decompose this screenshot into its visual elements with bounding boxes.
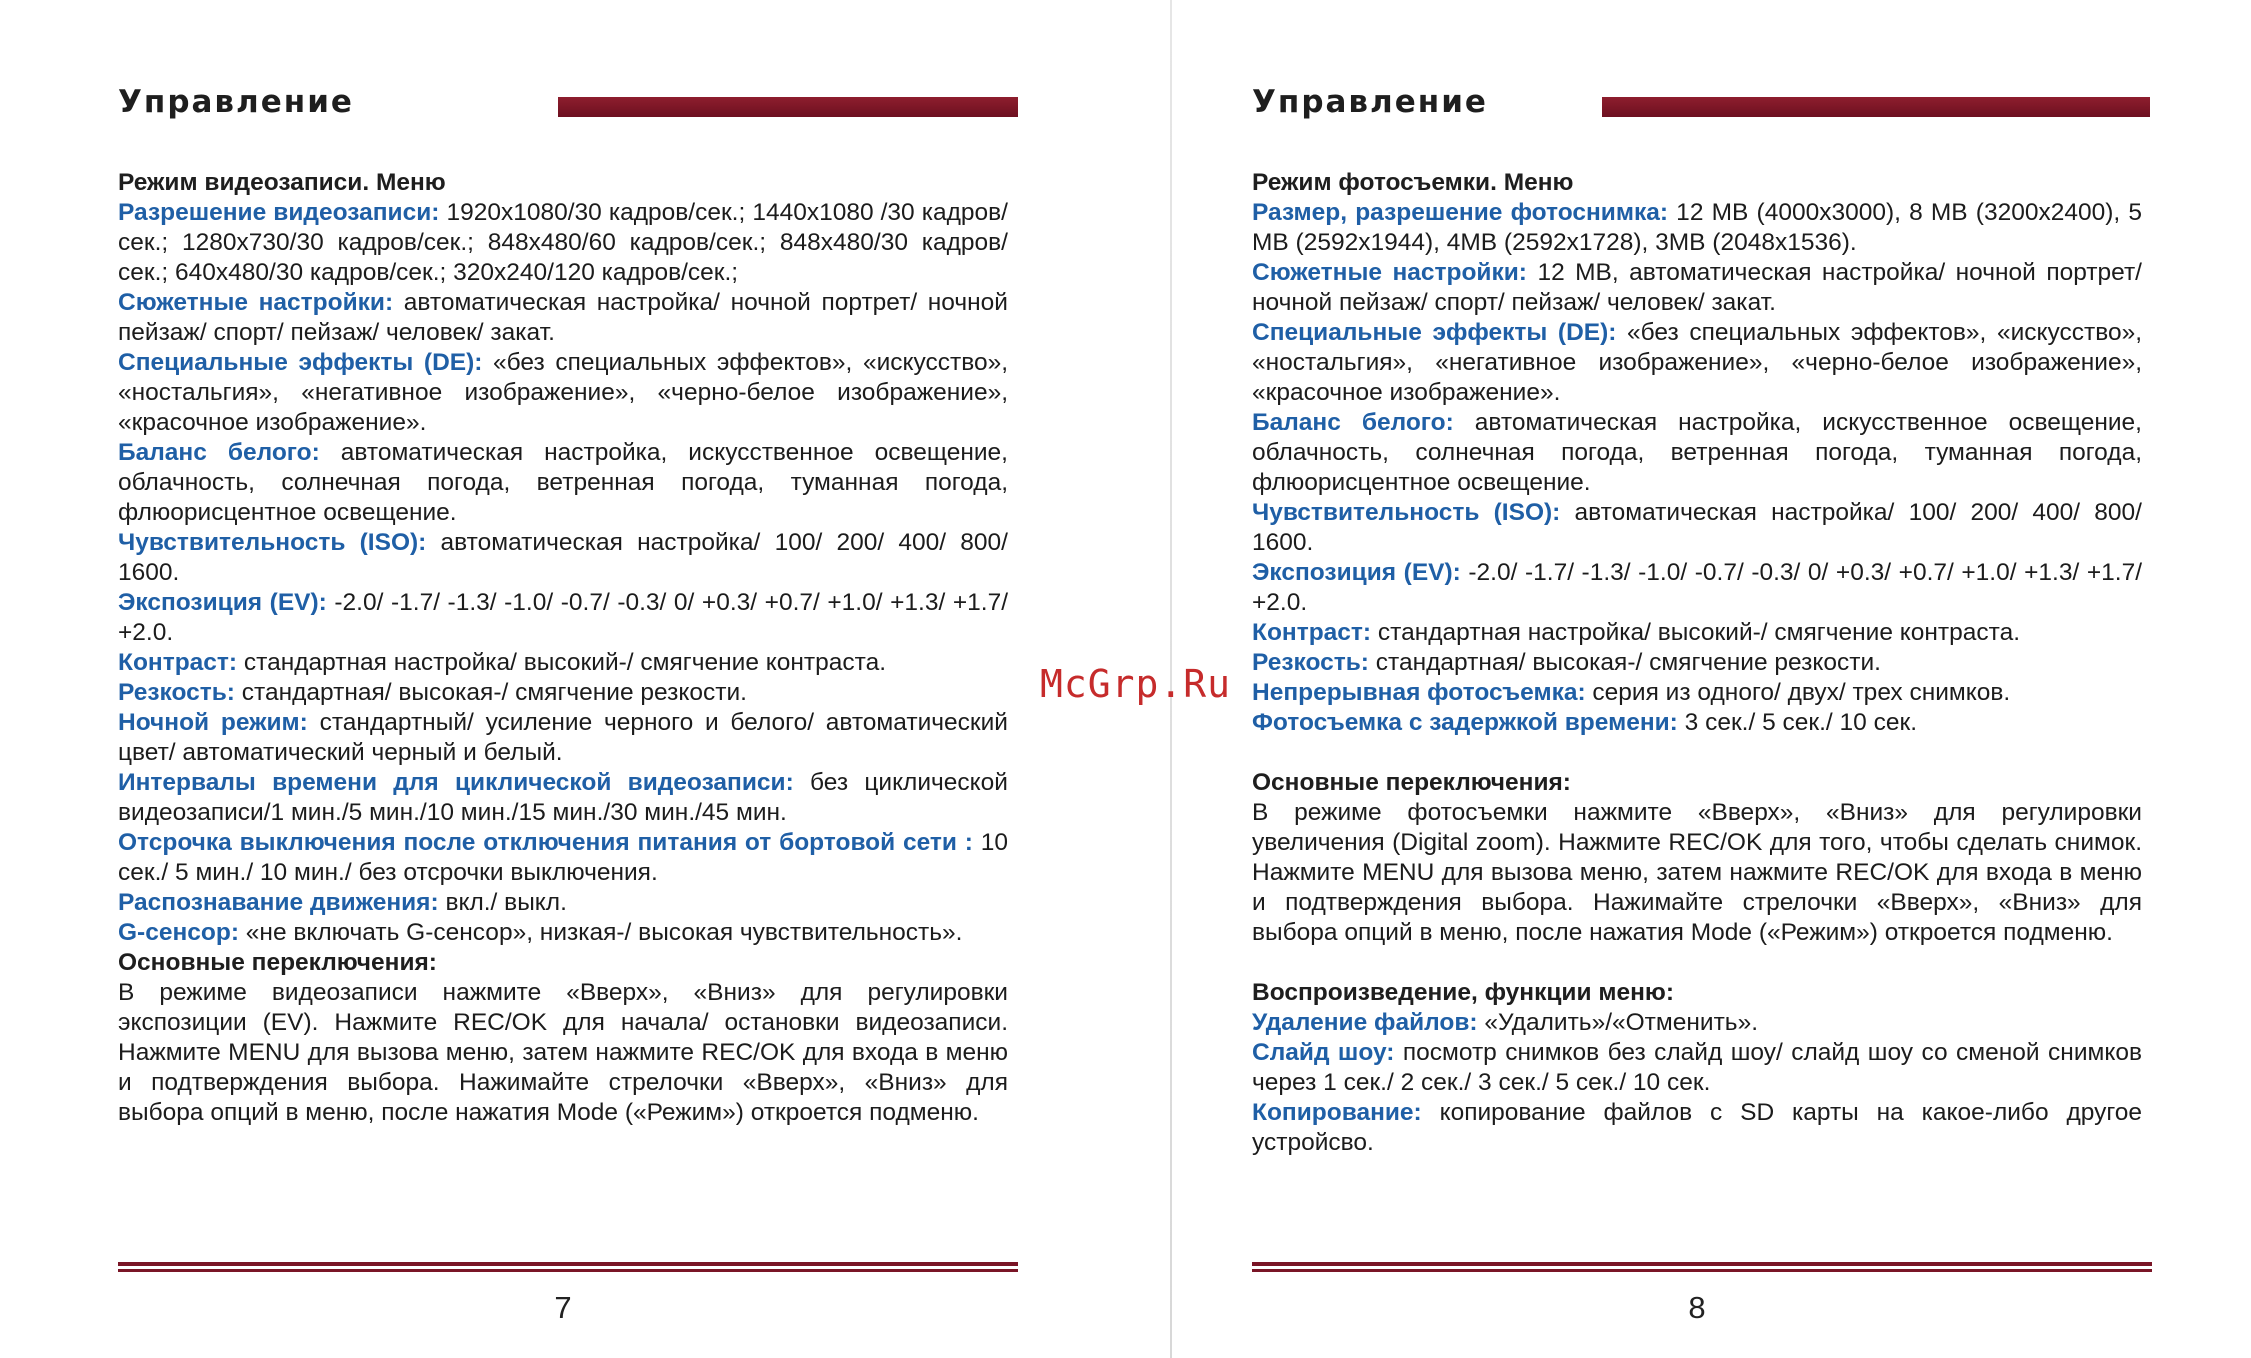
menu-item bbox=[1252, 648, 2142, 678]
basic-title: Основные переключения: bbox=[118, 949, 437, 976]
page-number: 7 bbox=[554, 1290, 572, 1325]
menu-item-term: Сюжетные настройки: bbox=[1252, 259, 1527, 286]
playback-item bbox=[1252, 1038, 2142, 1098]
menu-item-text: стандартная/ высокая-/ смягчение резкости. bbox=[1368, 649, 1881, 676]
header-bar bbox=[558, 97, 1018, 117]
menu-item-term: Контраст: bbox=[118, 649, 238, 676]
menu-item-term: Фотосъемка с задержкой времени: bbox=[1252, 709, 1678, 736]
menu-item bbox=[1252, 678, 2142, 708]
menu-item-text: 1920x1080/30 кадров/сек.; 1440x1080 /30 кадров/сек.; 1280x730/30 кадров/сек.; 848x480/60 кадров/сек.; 848x480/30 кадров/сек.; 640x480/30 кадров/сек.; 320x240/120 кадров/сек.; bbox=[118, 199, 1008, 286]
footer-rule bbox=[118, 1262, 1018, 1276]
menu-item-term: Резкость: bbox=[1252, 649, 1369, 676]
menu-item-term: Интервалы времени для циклической видеозаписи: bbox=[118, 769, 794, 796]
menu-item bbox=[118, 888, 1008, 918]
section-title: Управление bbox=[1252, 84, 1488, 120]
playback-item-text: копирование файлов с SD карты на какое-либо другое устройсво. bbox=[1252, 1099, 2142, 1156]
page-number: 8 bbox=[1688, 1290, 1706, 1325]
menu-item-term: Ночной режим: bbox=[118, 709, 308, 736]
menu-item-text: «без специальных эффектов», «искусство», «ностальгия», «негативное изображение», «черно-белое изображение», «красочное изображение». bbox=[118, 349, 1009, 436]
menu-item-text: стандартная настройка/ высокий-/ смягчение контраста. bbox=[237, 649, 886, 676]
menu-item bbox=[118, 828, 1008, 888]
page-right bbox=[1252, 0, 2142, 1358]
menu-item-term: G-сенсор: bbox=[118, 919, 239, 946]
menu-item-term: Специальные эффекты (DE): bbox=[118, 349, 483, 376]
menu-item bbox=[118, 708, 1008, 768]
menu-item-text: автоматическая настройка, искусственное освещение, облачность, солнечная погода, ветренная погода, туманная погода, флюорисцентное освещение. bbox=[1252, 409, 2142, 496]
menu-item bbox=[118, 588, 1008, 648]
menu-item-term: Чувствительность (ISO): bbox=[1252, 499, 1561, 526]
menu-item-term: Специальные эффекты (DE): bbox=[1252, 319, 1617, 346]
playback-item-term: Слайд шоу: bbox=[1252, 1039, 1395, 1066]
menu-item-term: Чувствительность (ISO): bbox=[118, 529, 427, 556]
menu-item-text: -2.0/ -1.7/ -1.3/ -1.0/ -0.7/ -0.3/ 0/ +0.3/ +0.7/ +1.0/ +1.3/ +1.7/ +2.0. bbox=[118, 589, 1009, 646]
menu-item-text: автоматическая настройка/ 100/ 200/ 400/ 800/ 1600. bbox=[118, 529, 1008, 586]
page-content bbox=[1252, 168, 2142, 1158]
menu-item-term: Непрерывная фотосъемка: bbox=[1252, 679, 1586, 706]
menu-item bbox=[118, 438, 1008, 528]
menu-item-term: Экспозиция (EV): bbox=[1252, 559, 1461, 586]
menu-item bbox=[118, 288, 1008, 348]
menu-item bbox=[118, 648, 1008, 678]
menu-item bbox=[118, 768, 1008, 828]
menu-item-term: Контраст: bbox=[1252, 619, 1372, 646]
menu-item-text: 12 MB (4000x3000), 8 MB (3200x2400), 5 MB (2592x1944), 4MB (2592x1728), 3MB (2048x1536). bbox=[1252, 199, 2142, 256]
menu-item-text: автоматическая настройка, искусственное освещение, облачность, солнечная погода, ветренная погода, туманная погода, флюорисцентное освещение. bbox=[118, 439, 1008, 526]
footer-rule bbox=[1252, 1262, 2152, 1276]
basic-text: В режиме фотосъемки нажмите «Вверх», «Вниз» для регулировки увеличения (Digital zoom). Нажмите REC/OK для того, чтобы сделать снимок. Нажмите MENU для вызова меню, затем нажмите REC/OK для входа в меню и подтверждения выбора. Нажимайте стрелочки «Вверх», «Вниз» для выбора опций в меню, после нажатия Mode («Режим») откроется подменю. bbox=[1252, 799, 2142, 946]
menu-item-term: Баланс белого: bbox=[118, 439, 320, 466]
page-content bbox=[118, 168, 1008, 1128]
menu-item bbox=[118, 678, 1008, 708]
menu-item-term: Баланс белого: bbox=[1252, 409, 1454, 436]
menu-item bbox=[118, 918, 1008, 948]
menu-item bbox=[1252, 708, 2142, 738]
page-header bbox=[1252, 84, 2142, 124]
menu-item-term: Размер, разрешение фотоснимка: bbox=[1252, 199, 1669, 226]
menu-item-text: -2.0/ -1.7/ -1.3/ -1.0/ -0.7/ -0.3/ 0/ +0.3/ +0.7/ +1.0/ +1.3/ +1.7/ +2.0. bbox=[1252, 559, 2143, 616]
menu-item bbox=[1252, 498, 2142, 558]
menu-title: Режим видеозаписи. Меню bbox=[118, 169, 446, 196]
menu-item-text: 10 сек./ 5 мин./ 10 мин./ без отсрочки выключения. bbox=[118, 829, 1008, 886]
menu-item bbox=[1252, 198, 2142, 258]
menu-item-term: Распознавание движения: bbox=[118, 889, 439, 916]
menu-item-text: стандартная настройка/ высокий-/ смягчение контраста. bbox=[1371, 619, 2020, 646]
menu-item-text: 12 MB, автоматическая настройка/ ночной портрет/ ночной пейзаж/ спорт/ пейзаж/ человек/ закат. bbox=[1252, 259, 2142, 316]
playback-item bbox=[1252, 1008, 2142, 1038]
basic-title: Основные переключения: bbox=[1252, 769, 1571, 796]
menu-item-text: стандартный/ усиление черного и белого/ автоматический цвет/ автоматический черный и белый. bbox=[118, 709, 1008, 766]
menu-item-text: «без специальных эффектов», «искусство», «ностальгия», «негативное изображение», «черно-белое изображение», «красочное изображение». bbox=[1252, 319, 2143, 406]
page-left bbox=[118, 0, 1008, 1358]
menu-item bbox=[118, 198, 1008, 288]
menu-item-text: автоматическая настройка/ ночной портрет/ ночной пейзаж/ спорт/ пейзаж/ человек/ закат. bbox=[118, 289, 1008, 346]
menu-item-term: Разрешение видеозаписи: bbox=[118, 199, 440, 226]
menu-item bbox=[118, 528, 1008, 588]
menu-item-text: серия из одного/ двух/ трех снимков. bbox=[1585, 679, 2011, 706]
menu-item-text: «не включать G-сенсор», низкая-/ высокая чувствительность». bbox=[238, 919, 963, 946]
menu-item-text: 3 сек./ 5 сек./ 10 сек. bbox=[1677, 709, 1918, 736]
menu-item-term: Экспозиция (EV): bbox=[118, 589, 327, 616]
page-header bbox=[118, 84, 1008, 124]
menu-item-text: стандартная/ высокая-/ смягчение резкости. bbox=[234, 679, 747, 706]
header-bar bbox=[1602, 97, 2150, 117]
playback-item bbox=[1252, 1098, 2142, 1158]
watermark-text: McGrp.Ru bbox=[1040, 662, 1232, 706]
section-title: Управление bbox=[118, 84, 354, 120]
menu-item bbox=[1252, 618, 2142, 648]
menu-item-term: Отсрочка выключения после отключения питания от бортовой сети : bbox=[118, 829, 973, 856]
basic-text: В режиме видеозаписи нажмите «Вверх», «Вниз» для регулировки экспозиции (EV). Нажмите REC/OK для начала/ остановки видеозаписи. Нажмите MENU для вызова меню, затем нажмите REC/OK для входа в меню и подтверждения выбора. Нажимайте стрелочки «Вверх», «Вниз» для выбора опций в меню, после нажатия Mode («Режим») откроется подменю. bbox=[118, 979, 1008, 1126]
menu-item-term: Сюжетные настройки: bbox=[118, 289, 394, 316]
menu-item bbox=[118, 348, 1008, 438]
playback-item-term: Копирование: bbox=[1252, 1099, 1422, 1126]
menu-item-text: без циклической видеозаписи/1 мин./5 мин./10 мин./15 мин./30 мин./45 мин. bbox=[118, 769, 1008, 826]
playback-title: Воспроизведение, функции меню: bbox=[1252, 979, 1674, 1006]
menu-item-text: автоматическая настройка/ 100/ 200/ 400/ 800/ 1600. bbox=[1252, 499, 2142, 556]
menu-item bbox=[1252, 408, 2142, 498]
playback-item-text: посмотр снимков без слайд шоу/ слайд шоу со сменой снимков через 1 сек./ 2 сек./ 3 сек./ 5 сек./ 10 сек. bbox=[1252, 1039, 2142, 1096]
menu-item-text: вкл./ выкл. bbox=[438, 889, 567, 916]
menu-item bbox=[1252, 558, 2142, 618]
menu-title: Режим фотосъемки. Меню bbox=[1252, 169, 1574, 196]
playback-item-term: Удаление файлов: bbox=[1252, 1009, 1478, 1036]
menu-item bbox=[1252, 318, 2142, 408]
playback-item-text: «Удалить»/«Отменить». bbox=[1477, 1009, 1759, 1036]
menu-item bbox=[1252, 258, 2142, 318]
menu-item-term: Резкость: bbox=[118, 679, 235, 706]
